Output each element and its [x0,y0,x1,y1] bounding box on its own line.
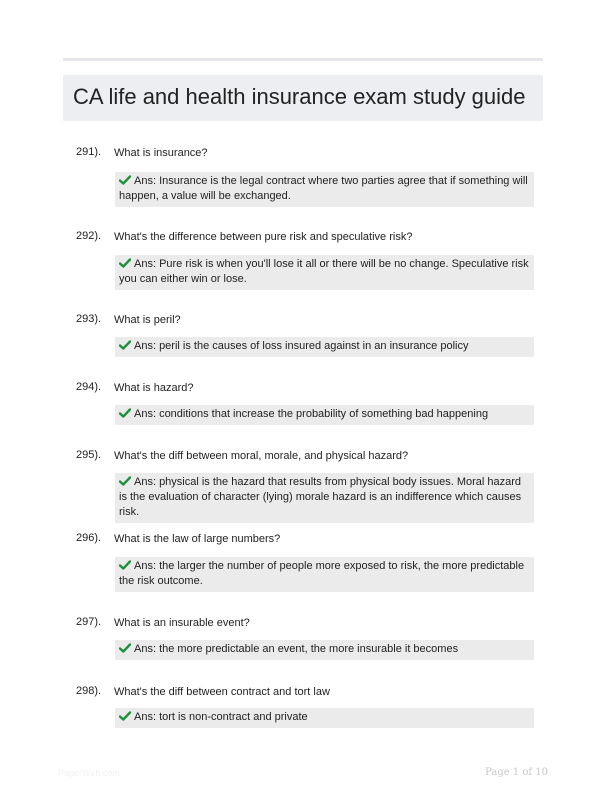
answer-box [115,640,534,660]
answer-text: Ans: tort is non-contract and private [134,711,308,723]
check-icon [119,560,131,570]
question-number: 298). [76,685,102,697]
check-icon [119,340,131,350]
title-bar [63,75,543,121]
question-number: 296). [76,532,102,544]
answer-text: Ans: the larger the number of people more exposed to risk, the more predictable the risk outcome. [119,560,525,587]
question-text: What's the difference between pure risk and speculative risk? [114,231,413,243]
answer-box [115,473,534,523]
answer-box [115,557,534,592]
answer-box [115,255,534,290]
check-icon [119,643,131,653]
question-number: 295). [76,449,102,461]
check-icon [119,175,131,185]
answer-text: Ans: the more predictable an event, the more insurable it becomes [134,643,459,655]
answer-text: Ans: conditions that increase the probability of something bad happening [134,408,489,420]
question-text: What is peril? [114,314,181,326]
question-text: What is hazard? [114,382,194,394]
question-text: What is insurance? [114,147,208,159]
question-number: 297). [76,616,102,628]
check-icon [119,476,131,486]
answer-text: Ans: peril is the causes of loss insured against in an insurance policy [134,340,469,352]
question-number: 294). [76,381,102,393]
question-text: What's the diff between contract and tort law [114,686,330,698]
question-text: What's the diff between moral, morale, and physical hazard? [114,450,409,462]
answer-text: Ans: Insurance is the legal contract where two parties agree that if something will happen, a value will be exchanged. [119,175,528,202]
question-number: 292). [76,230,102,242]
top-divider [63,58,543,61]
question-text: What is an insurable event? [114,617,250,629]
answer-text: Ans: Pure risk is when you'll lose it all or there will be no change. Speculative risk you can either win or lose. [119,258,529,285]
answer-text: Ans: physical is the hazard that results from physical body issues. Moral hazard is the evaluation of character (lying) morale hazard is an indifference which causes risk. [119,476,522,518]
answer-box [115,337,534,357]
check-icon [119,408,131,418]
page-title: CA life and health insurance exam study guide [73,84,526,109]
check-icon [119,258,131,268]
page-indicator: Page 1 of 10 [485,767,548,778]
answer-box [115,405,534,425]
question-text: What is the law of large numbers? [114,533,281,545]
answer-box [115,172,534,207]
question-number: 291). [76,146,102,158]
footer-watermark: PaperWeb.com [58,768,120,778]
check-icon [119,711,131,721]
question-number: 293). [76,313,102,325]
answer-box [115,708,534,728]
